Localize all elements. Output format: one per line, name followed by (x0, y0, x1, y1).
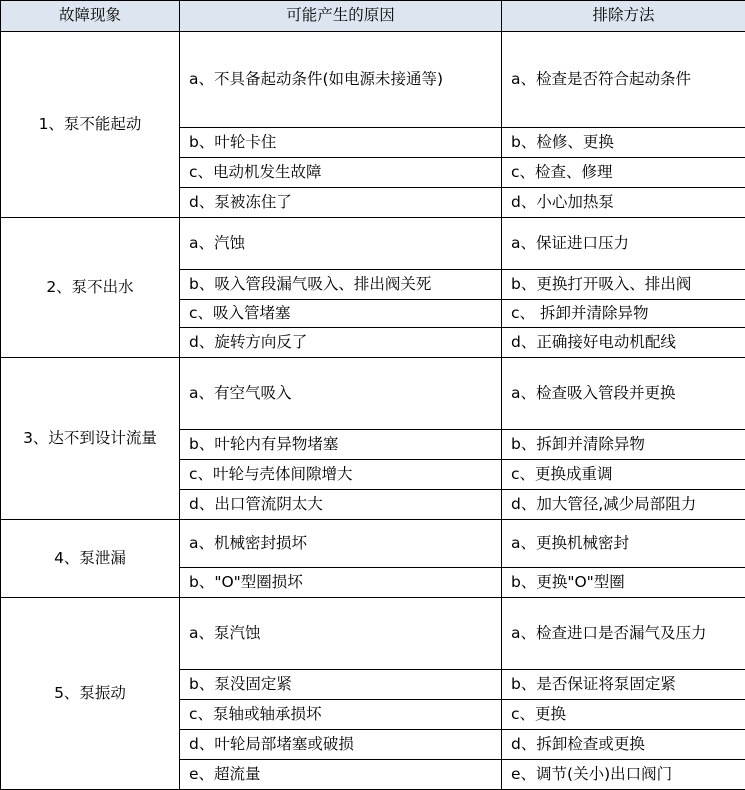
cause-cell: b、"O"型圈损坏 (180, 568, 502, 598)
symptom-cell: 4、泵泄漏 (1, 520, 180, 598)
header-fix: 排除方法 (502, 1, 745, 32)
cause-cell: c、叶轮与壳体间隙增大 (180, 460, 502, 490)
fix-cell: c、更换 (502, 700, 745, 730)
table-row (1, 520, 745, 568)
symptom-cell: 1、泵不能起动 (1, 32, 180, 218)
cause-cell: b、泵没固定紧 (180, 670, 502, 700)
cause-cell: d、出口管流阴太大 (180, 490, 502, 520)
cause-cell: b、吸入管段漏气吸入、排出阀关死 (180, 270, 502, 300)
fix-cell: e、调节(关小)出口阀门 (502, 760, 745, 790)
fix-cell: c、更换成重调 (502, 460, 745, 490)
fix-cell: a、保证进口压力 (502, 218, 745, 270)
cause-cell: a、汽蚀 (180, 218, 502, 270)
fix-cell: b、拆卸并清除异物 (502, 430, 745, 460)
fix-cell: b、检修、更换 (502, 128, 745, 158)
fix-cell: d、加大管径,减少局部阻力 (502, 490, 745, 520)
cause-cell: b、叶轮内有异物堵塞 (180, 430, 502, 460)
table-row (1, 218, 745, 270)
fix-cell: c、 拆卸并清除异物 (502, 300, 745, 328)
cause-cell: d、旋转方向反了 (180, 328, 502, 358)
fix-cell: a、检查进口是否漏气及压力 (502, 598, 745, 670)
table-row (1, 358, 745, 430)
symptom-cell: 3、达不到设计流量 (1, 358, 180, 520)
header-row (1, 1, 745, 32)
fix-cell: d、小心加热泵 (502, 188, 745, 218)
cause-cell: b、叶轮卡住 (180, 128, 502, 158)
header-symptom: 故障现象 (1, 1, 180, 32)
cause-cell: e、超流量 (180, 760, 502, 790)
fix-cell: b、更换"O"型圈 (502, 568, 745, 598)
cause-cell: a、机械密封损坏 (180, 520, 502, 568)
symptom-cell: 5、泵振动 (1, 598, 180, 790)
cause-cell: a、有空气吸入 (180, 358, 502, 430)
cause-cell: c、吸入管堵塞 (180, 300, 502, 328)
fix-cell: a、检查吸入管段并更换 (502, 358, 745, 430)
cause-cell: a、泵汽蚀 (180, 598, 502, 670)
cause-cell: d、叶轮局部堵塞或破损 (180, 730, 502, 760)
cause-cell: c、电动机发生故障 (180, 158, 502, 188)
table-row (1, 32, 745, 128)
cause-cell: c、泵轴或轴承损坏 (180, 700, 502, 730)
fix-cell: d、拆卸检查或更换 (502, 730, 745, 760)
fix-cell: a、更换机械密封 (502, 520, 745, 568)
fix-cell: c、检查、修理 (502, 158, 745, 188)
cause-cell: d、泵被冻住了 (180, 188, 502, 218)
fix-cell: b、是否保证将泵固定紧 (502, 670, 745, 700)
fix-cell: d、正确接好电动机配线 (502, 328, 745, 358)
header-cause: 可能产生的原因 (180, 1, 502, 32)
fix-cell: b、更换打开吸入、排出阀 (502, 270, 745, 300)
symptom-cell: 2、泵不出水 (1, 218, 180, 358)
cause-cell: a、不具备起动条件(如电源未接通等) (180, 32, 502, 128)
fix-cell: a、检查是否符合起动条件 (502, 32, 745, 128)
table-row (1, 598, 745, 670)
